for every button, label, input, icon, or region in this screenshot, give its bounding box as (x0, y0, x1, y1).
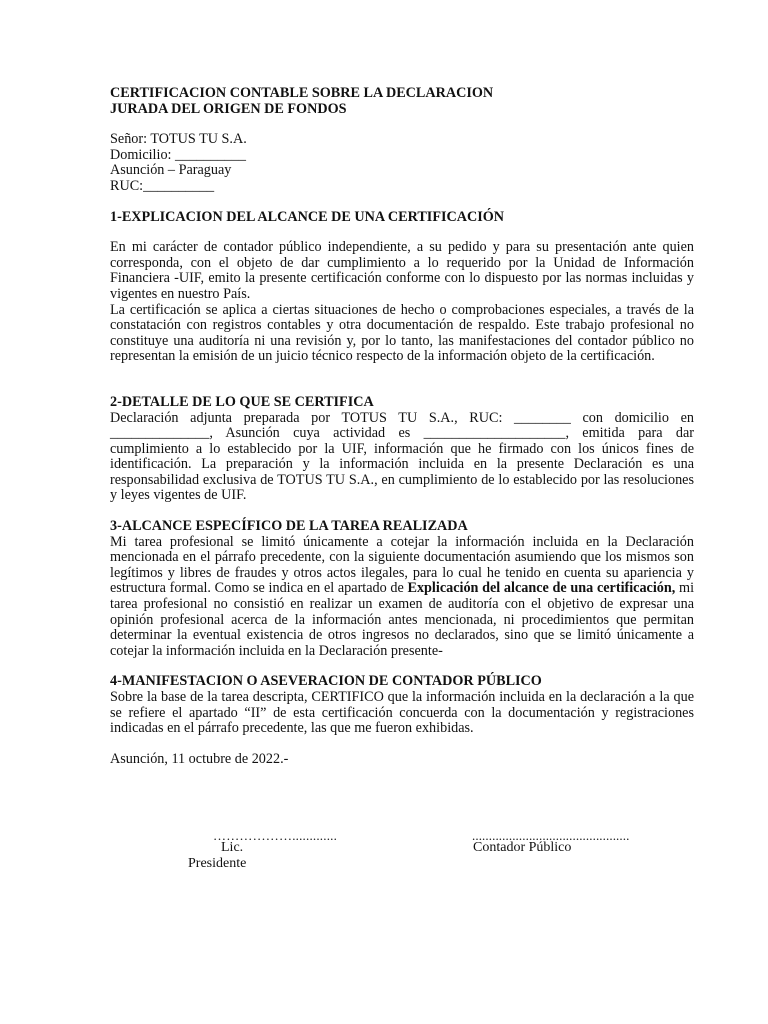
section4-heading: 4-MANIFESTACION O ASEVERACION DE CONTADOR PÚBLICO (110, 673, 542, 690)
section1-paragraph2: La certificación se aplica a ciertas situaciones de hecho o comprobaciones especiales, a través de la constatación con registros contables y otra documentación de respaldo. Este trabajo profesional no constituye una auditoría ni una revisión y, por lo tanto, las manifestaciones del contador público no representan la emisión de un juicio técnico respecto de la información objeto de la certificación. (110, 301, 694, 365)
signature-title-presidente: Presidente (188, 856, 247, 871)
document-title-line1: CERTIFICACION CONTABLE SOBRE LA DECLARACION (110, 85, 494, 101)
signature-line-left: ………………............. (213, 828, 338, 843)
addressee-ruc: RUC:__________ (110, 177, 215, 194)
signature-title-contador: Contador Público (473, 840, 572, 855)
section3-bold-reference: Explicación del alcance de una certificación, (407, 580, 676, 597)
date-line: Asunción, 11 octubre de 2022.- (110, 750, 289, 767)
document-title-line2: JURADA DEL ORIGEN DE FONDOS (110, 100, 347, 117)
addressee-domicilio: Domicilio: __________ (110, 146, 246, 163)
signature-title-lic: Lic. (221, 840, 244, 855)
section3-heading: 3-ALCANCE ESPECÍFICO DE LA TAREA REALIZADA (110, 518, 468, 535)
section3-text-after: mi tarea profesional no consistió en realizar un examen de auditoría con el objetivo de expresar una opinión profesional acerca de la información antes mencionada, ni procedimientos que permitan determinar la eventual existencia de otros ingresos no declarados, sino que se limitó únicamente a cotejar la información incluida en la Declaración presente- (110, 580, 695, 659)
section2-heading: 2-DETALLE DE LO QUE SE CERTIFICA (110, 393, 374, 410)
section1-paragraph1: En mi carácter de contador público independiente, a su pedido y para su presentación ante quien corresponda, con el objeto de dar cumplimiento a lo requerido por la Unidad de Información Financiera -UIF, emito la presente certificación conforme con lo dispuesto por las normas incluidas y vigentes en nuestro País. (110, 239, 694, 302)
section1-heading: 1-EXPLICACION DEL ALCANCE DE UNA CERTIFICACIÓN (110, 208, 505, 225)
addressee-name: Señor: TOTUS TU S.A. (110, 131, 247, 148)
signature-line-right: ............................................... (472, 828, 630, 843)
document-body (110, 86, 694, 767)
addressee-city: Asunción – Paraguay (110, 162, 232, 179)
section4-paragraph: Sobre la base de la tarea descripta, CERTIFICO que la información incluida en la declaración a la que se refiere el apartado “II” de esta certificación concuerda con la documentación y registraciones indicadas en el párrafo precedente, las que me fueron exhibidas. (110, 689, 694, 737)
section3-paragraph (110, 535, 694, 660)
section2-paragraph: Declaración adjunta preparada por TOTUS TU S.A., RUC: ________ con domicilio en ______________, Asunción cuya actividad es ____________________, emitida para dar cumplimiento a lo establecido por la UIF, información que he firmado con los únicos fines de identificación. La preparación y la información incluida en la presente Declaración es una responsabilidad exclusiva de TOTUS TU S.A., en cumplimiento de lo establecido por las resoluciones y leyes vigentes de UIF. (110, 409, 694, 504)
section3-text-before: Mi tarea profesional se limitó únicamente a cotejar la información incluida en la Declaración mencionada en el párrafo precedente, con la siguiente documentación asumiendo que los mismos son legítimos y libres de fraudes y otros actos ilegales, para lo cual he tenido en cuenta su apariencia y estructura formal. Como se indica en el apartado de (110, 533, 694, 597)
